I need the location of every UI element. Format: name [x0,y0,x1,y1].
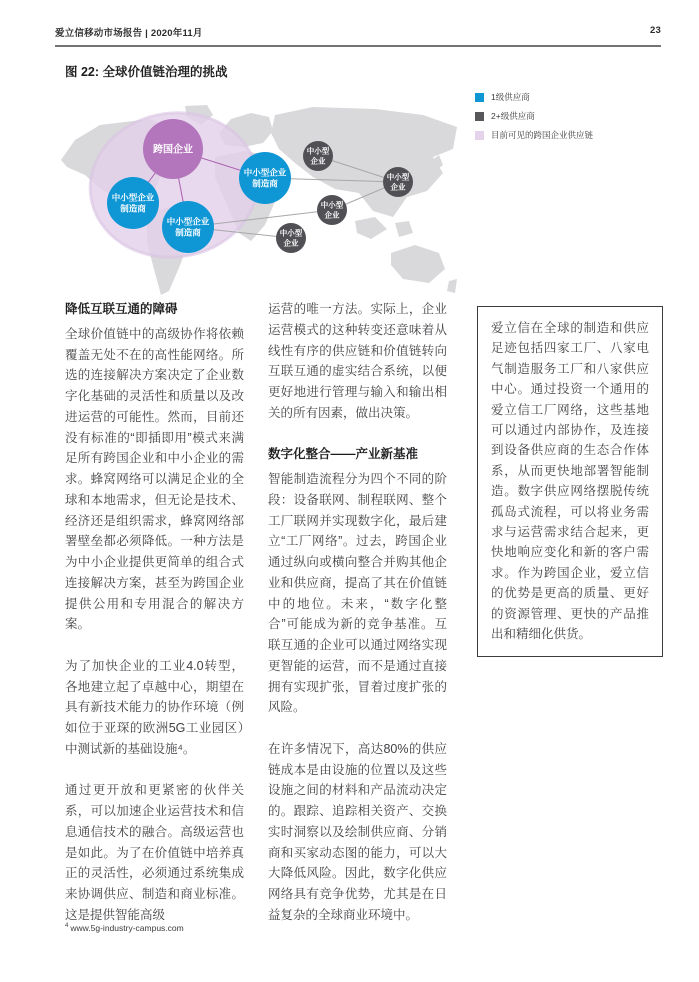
paragraph: 智能制造流程分为四个不同的阶段：设备联网、制程联网、整个工厂联网并实现数字化，最后建立“工厂网络”。过去，跨国企业通过纵向或横向整合并购其他企业和供应商，提高了其在价值链中的地位。未来，“数字化整合”可能成为新的竞争基准。互联互通的企业可以通过网络实现更智能的运营，而不是通过直接拥有实现扩张，冒着过度扩张的风险。 [268,472,447,715]
figure-legend [475,91,593,148]
node-label: 中小型企业 [320,200,344,220]
footnote [65,923,184,933]
node-label: 中小型企业制造商 [243,167,287,189]
text-column-1 [65,299,244,946]
paragraph: 在许多情况下，高达80%的供应链成本是由设施的位置以及这些设施之间的材料和产品流动决定的。跟踪、追踪相关资产、交换实时洞察以及绘制供应商、分销商和买家动态图的能力，可以大大降低风险。因此，数字化供应网络具有竞争优势，尤其是在日益复杂的全球商业环境中。 [268,741,447,922]
node-label: 中小型企业 [386,172,410,192]
page-number: 23 [650,25,661,36]
legend-item-tier2plus [475,110,593,122]
visible-chain-swatch-icon [475,131,484,140]
paragraph: 通过更开放和更紧密的伙伴关系，可以加速企业运营技术和信息通信技术的融合。高级运营也是如此。为了在价值链中培养真正的灵活性，必须通过系统集成来协调供应、制造和商业标准。这是提供智能高级 [65,783,244,922]
node-label: 中小型企业 [306,146,330,166]
node-label: 跨国企业 [153,144,193,156]
footnote-link[interactable]: www.5g-industry-campus.com [70,923,184,933]
tier2-swatch-icon [475,112,484,121]
section-heading-digital-integration: 数字化整合——产业新基准 [268,447,419,462]
case-box-text: 爱立信在全球的制造和供应足迹包括四家工厂、八家电气制造服务工厂和八家供应中心。通过投资一个通用的爱立信工厂网络，这些基地可以通过内部协作，及连接到设备供应商的生态合作体系，从而更快地部署智能制造。数字供应网络摆脱传统孤岛式流程，可以将业务需求与运营需求结合起来，更快地响应变化和新的客户需求。作为跨国企业，爱立信的优势是更高的质量、更好的资源管理、更快的产品推出和精细化供货。 [491,321,649,642]
legend-label: 2+级供应商 [491,111,535,121]
text-column-2 [268,299,447,946]
supply-chain-diagram [55,105,465,300]
figure-title: 图 22: 全球价值链治理的挑战 [65,65,228,79]
legend-item-visible-chain [475,129,593,141]
footnote-marker: 4 [65,923,69,930]
ericsson-case-box [477,306,663,657]
legend-label: 1级供应商 [491,92,530,102]
node-label: 中小型企业制造商 [166,216,210,238]
paragraph: 运营的唯一方法。实际上，企业运营模式的这种转变还意味着从线性有序的供应链和价值链转向互联互通的虚实结合系统，以便更好地进行管理与输入和输出相关的所有因素，做出决策。 [268,302,447,420]
report-title: 爱立信移动市场报告 | 2020年11月 [55,28,203,39]
node-label: 中小型企业 [279,228,303,248]
tier1-swatch-icon [475,93,484,102]
legend-item-tier1 [475,91,593,103]
legend-label: 目前可见的跨国企业供应链 [491,130,594,140]
page-header [55,25,661,39]
paragraph: 全球价值链中的高级协作将依赖覆盖无处不在的高性能网络。所选的连接解决方案决定了企业数字化基础的灵活性和质量以及改进运营的可能性。然而，目前还没有标准的“即插即用”模式来满足所有跨国企业和中小企业的需求。蜂窝网络可以满足企业的全球和本地需求，但无论是技术、经济还是组织需求，蜂窝网络部署壁垒都必须降低。一种方法是为中小企业提供更简单的组合式连接解决方案，甚至为跨国企业提供公用和专用混合的解决方案。 [65,326,244,632]
section-heading-connectivity: 降低互联互通的障碍 [65,302,178,316]
header-divider [55,45,661,47]
node-label: 中小型企业制造商 [111,192,155,214]
paragraph: 为了加快企业的工业4.0转型，各地建立起了卓越中心，期望在具有新技术能力的协作环境（例如位于亚琛的欧洲5G工业园区）中测试新的基础设施⁴。 [65,658,244,756]
